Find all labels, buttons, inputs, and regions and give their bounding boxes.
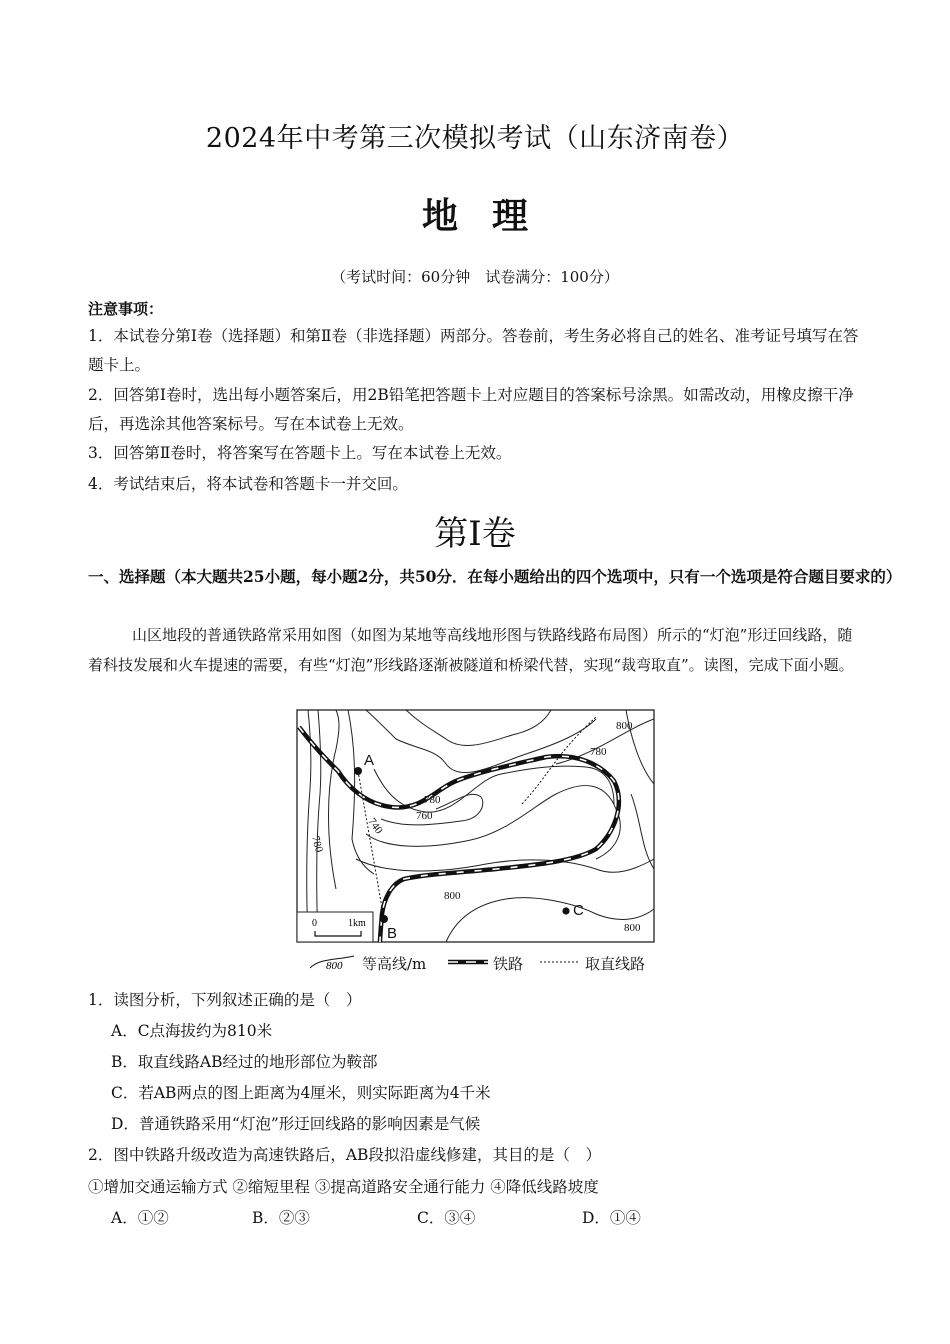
label-c: C xyxy=(573,902,584,919)
contour-label: 760 xyxy=(416,810,433,822)
contour-label: 800 xyxy=(444,890,461,902)
contour-map xyxy=(296,709,656,945)
scale-one: 1km xyxy=(348,918,366,929)
exam-title: 2024年中考第三次模拟考试（山东济南卷） xyxy=(205,123,745,154)
notice-item: 1．本试卷分第Ⅰ卷（选择题）和第Ⅱ卷（非选择题）两部分。答卷前，考生务必将自己的姓名、准考证号填写在答题卡上。 xyxy=(88,327,859,374)
label-a: A xyxy=(364,752,375,769)
legend-contour-label: 等高线/m xyxy=(362,955,427,973)
question-1-stem: 1．读图分析，下列叙述正确的是（ ） xyxy=(88,991,362,1009)
question-2-option-c: C．③④ xyxy=(417,1209,476,1227)
map-legend xyxy=(308,950,668,976)
question-2-stem: 2．图中铁路升级改造为高速铁路后，AB段拟沿虚线修建，其目的是（ ） xyxy=(88,1146,601,1164)
legend-straight-icon xyxy=(538,950,582,974)
section-heading: 一、选择题（本大题共25小题，每小题2分，共50分．在每小题给出的四个选项中，只有一个选项是符合题目要求的） xyxy=(88,567,902,586)
volume-title: 第Ⅰ卷 xyxy=(434,514,516,554)
legend-railway-icon xyxy=(446,950,490,974)
notice-heading: 注意事项： xyxy=(88,300,164,318)
subject-title: 地理 xyxy=(421,195,562,237)
exam-info: （考试时间：60分钟 试卷满分：100分） xyxy=(331,268,619,286)
question-1-option-b: B．取直线路AB经过的地形部位为鞍部 xyxy=(111,1053,378,1071)
question-2-option-a: A．①② xyxy=(111,1209,169,1227)
question-1-option-a: A．C点海拔约为810米 xyxy=(111,1022,273,1040)
question-2-statements: ①增加交通运输方式 ②缩短里程 ③提高道路安全通行能力 ④降低线路坡度 xyxy=(88,1178,599,1196)
point-b xyxy=(380,915,388,923)
contour-label: 780 xyxy=(424,794,441,806)
point-c xyxy=(562,907,569,914)
contour-label: 740 xyxy=(365,815,385,837)
scale-zero: 0 xyxy=(312,918,317,929)
contour-label: 800 xyxy=(616,720,633,732)
legend-straight-label: 取直线路 xyxy=(585,955,646,973)
label-b: B xyxy=(387,925,398,942)
question-1-option-c: C．若AB两点的图上距离为4厘米，则实际距离为4千米 xyxy=(111,1084,491,1102)
notice-item: 4．考试结束后，将本试卷和答题卡一并交回。 xyxy=(88,475,408,493)
question-2-option-b: B．②③ xyxy=(252,1209,310,1227)
notice-item: 2．回答第Ⅰ卷时，选出每小题答案后，用2B铅笔把答题卡上对应题目的答案标号涂黑。如需改动，用橡皮擦干净后，再选涂其他答案标号。写在本试卷上无效。 xyxy=(88,386,854,433)
contour-label: 780 xyxy=(309,834,325,854)
question-2-option-d: D．①④ xyxy=(582,1209,641,1227)
legend-contour-icon xyxy=(308,950,356,974)
question-1-option-d: D．普通铁路采用“灯泡”形迂回线路的影响因素是气候 xyxy=(111,1115,481,1133)
question-intro: 山区地段的普通铁路常采用如图（如图为某地等高线地形图与铁路线路布局图）所示的“灯泡”形迂回线路，随着科技发展和火车提速的需要，有些“灯泡”形线路逐渐被隧道和桥梁代替，实现“裁弯取直”。读图，完成下面小题。 xyxy=(88,626,854,674)
legend-contour-value: 800 xyxy=(326,960,343,972)
contour-label: 780 xyxy=(590,746,607,758)
contour-label: 800 xyxy=(624,922,641,934)
notice-item: 3．回答第Ⅱ卷时，将答案写在答题卡上。写在本试卷上无效。 xyxy=(88,444,512,462)
scale-bar xyxy=(297,912,373,942)
legend-railway-label: 铁路 xyxy=(493,955,524,973)
point-a xyxy=(354,767,362,775)
